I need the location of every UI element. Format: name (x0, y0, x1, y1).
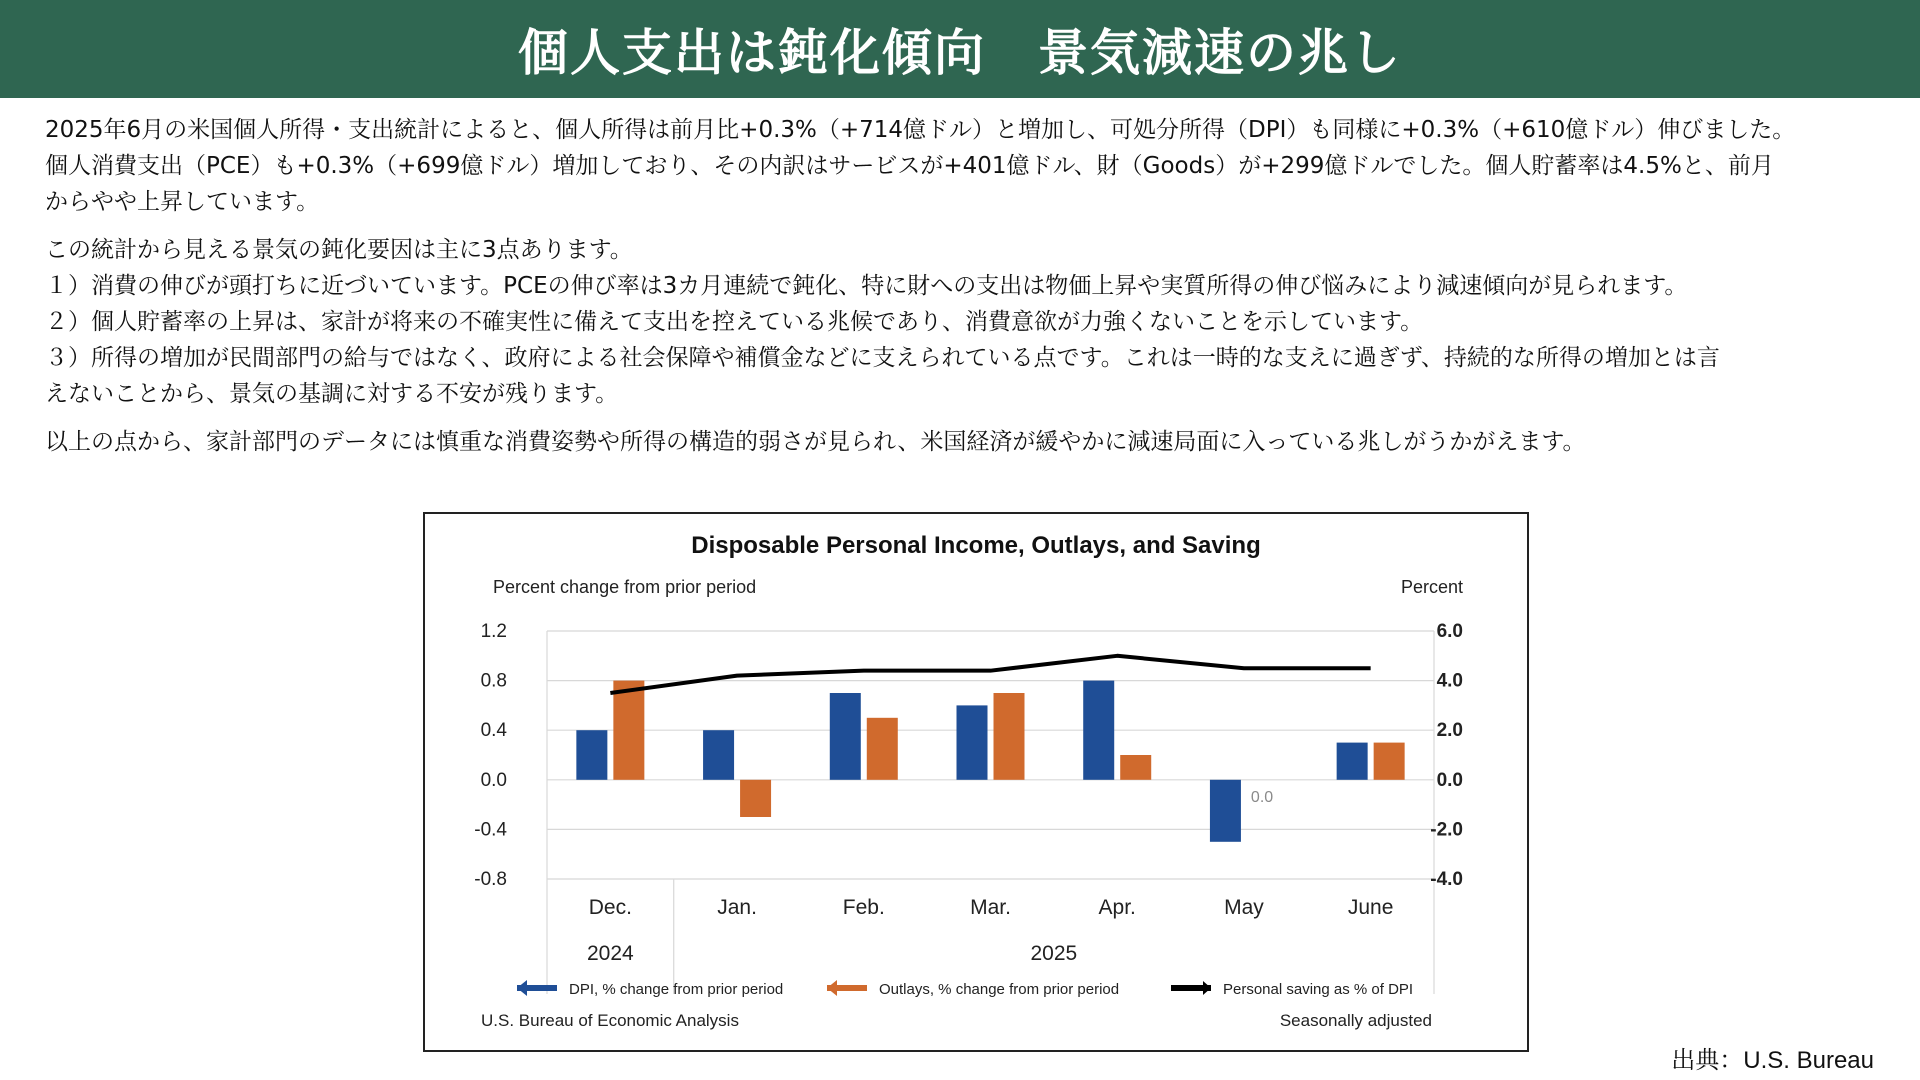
left-tick-label: -0.8 (474, 869, 507, 890)
header-bar (0, 0, 1920, 98)
factors-line: ２）個人貯蓄率の上昇は、家計が将来の不確実性に備えて支出を控えている兆候であり、消費意欲が力強くないことを示しています。 (45, 309, 1424, 335)
right-tick-label: 0.0 (1436, 769, 1463, 791)
intro-paragraph (45, 112, 1875, 220)
legend-arrow-icon (517, 980, 527, 996)
left-tick-label: -0.4 (474, 819, 507, 841)
legend-arrow-icon (1203, 981, 1211, 995)
legend-label: DPI, % change from prior period (569, 981, 784, 998)
year-label-2024: 2024 (586, 942, 634, 965)
year-label-2025: 2025 (1030, 942, 1078, 965)
data-annotation: 0.0 (1250, 788, 1274, 806)
left-tick-label: 0.4 (480, 720, 507, 742)
left-axis-label: Percent change from prior period (493, 577, 757, 597)
conclusion-line: 以上の点から、家計部門のデータには慎重な消費姿勢や所得の構造的弱さが見られ、米国経済が緩やかに減速局面に入っている兆しがうかがえます。 (45, 429, 1586, 455)
chart-title: Disposable Personal Income, Outlays, and Saving (691, 532, 1261, 559)
right-tick-label: 4.0 (1436, 670, 1463, 692)
dpi-bar-jan (703, 730, 734, 780)
bars (576, 681, 1404, 842)
income-outlays-saving-chart (425, 514, 1527, 1050)
intro-line: 個人消費支出（PCE）も+0.3%（+699億ドル）増加しており、その内訳はサービスが+401億ドル、財（Goods）が+299億ドルでした。個人貯蓄率は4.5%と、前月 (45, 153, 1774, 179)
factors-line: ３）所得の増加が民間部門の給与ではなく、政府による社会保障や補償金などに支えられている点です。これは一時的な支えに過ぎず、持続的な所得の増加とは言 (45, 345, 1720, 371)
seasonal-note: Seasonally adjusted (1279, 1011, 1432, 1030)
intro-line: からやや上昇しています。 (45, 189, 320, 215)
x-tick-label: Mar. (970, 896, 1011, 919)
left-tick-label: 0.0 (480, 769, 507, 791)
dpi-bar-june (1337, 743, 1368, 780)
outlays-bar-feb (867, 718, 898, 780)
legend (517, 980, 1413, 998)
legend-arrow-icon (827, 980, 837, 996)
legend-label: Personal saving as % of DPI (1223, 981, 1414, 998)
right-tick-label: 6.0 (1436, 621, 1463, 642)
left-tick-label: 1.2 (480, 621, 507, 642)
conclusion-paragraph (45, 424, 1875, 460)
outlays-bar-mar (994, 693, 1025, 780)
dpi-bar-feb (830, 693, 861, 780)
chart-frame (423, 512, 1529, 1052)
page-title: 個人支出は鈍化傾向 景気減速の兆し (518, 24, 1402, 82)
source-credit: 出典：U.S. Bureau (1671, 1047, 1874, 1074)
chart-source-note: U.S. Bureau of Economic Analysis (481, 1011, 739, 1030)
dpi-bar-may (1210, 780, 1241, 842)
factors-paragraph (45, 232, 1875, 412)
factors-line: えないことから、景気の基調に対する不安が残ります。 (45, 381, 619, 407)
saving-rate-line (610, 656, 1370, 693)
right-tick-label: -4.0 (1430, 869, 1463, 890)
outlays-bar-dec (613, 681, 644, 780)
factors-line: この統計から見える景気の鈍化要因は主に3点あります。 (45, 237, 633, 263)
left-tick-label: 0.8 (480, 670, 507, 692)
right-tick-label: 2.0 (1436, 720, 1463, 742)
factors-line: １）消費の伸びが頭打ちに近づいています。PCEの伸び率は3カ月連続で鈍化、特に財への支出は物価上昇や実質所得の伸び悩みにより減速傾向が見られます。 (45, 273, 1688, 299)
intro-line: 2025年6月の米国個人所得・支出統計によると、個人所得は前月比+0.3%（+714億ドル）と増加し、可処分所得（DPI）も同様に+0.3%（+610億ドル）伸びました。 (45, 117, 1796, 143)
outlays-bar-jan (740, 780, 771, 817)
legend-label: Outlays, % change from prior period (879, 981, 1120, 998)
right-tick-label: -2.0 (1430, 819, 1463, 841)
article-body (45, 112, 1875, 472)
dpi-bar-dec (576, 730, 607, 780)
outlays-bar-june (1374, 743, 1405, 780)
x-tick-label: Jan. (717, 896, 757, 919)
x-tick-label: June (1347, 896, 1394, 919)
x-tick-label: Apr. (1098, 896, 1136, 919)
x-tick-label: Dec. (588, 896, 632, 919)
x-tick-label: Feb. (842, 896, 885, 919)
saving-line-group (610, 656, 1370, 693)
outlays-bar-apr (1120, 755, 1151, 780)
dpi-bar-apr (1083, 681, 1114, 780)
x-tick-label: May (1224, 896, 1264, 919)
right-axis-label: Percent (1400, 577, 1463, 597)
dpi-bar-mar (957, 705, 988, 779)
